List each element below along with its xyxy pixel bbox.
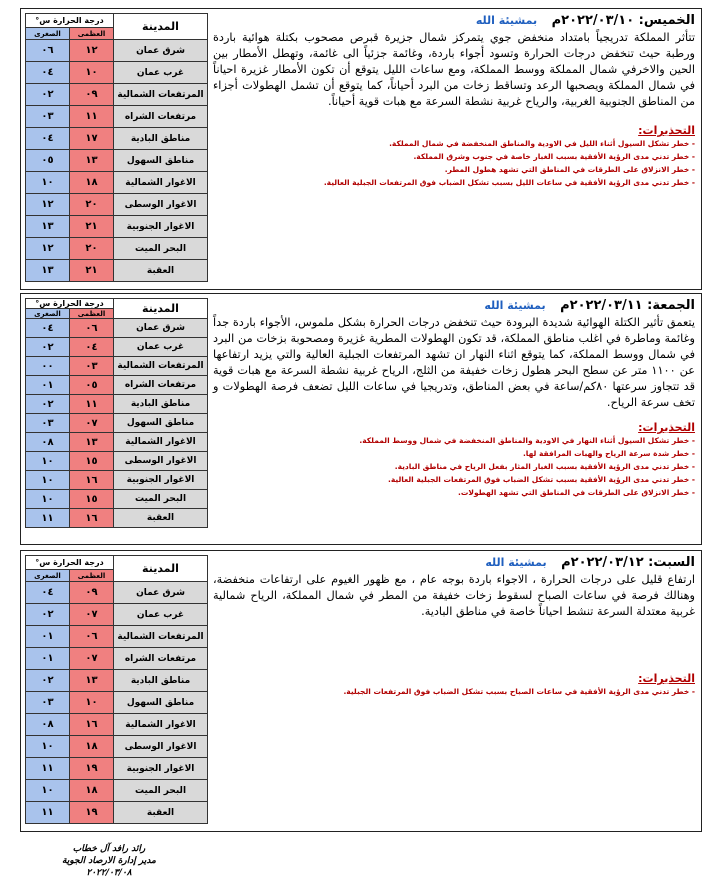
min-temp: ٠٤	[26, 62, 70, 84]
header-temp: درجة الحرارة س°	[26, 556, 114, 570]
table-row	[26, 714, 208, 736]
warning-item: - خطر تدني مدى الرؤية الأفقية بسبب الغبار خاصة في جنوب وشرق المملكة.	[413, 152, 695, 161]
header-max: العظمى	[70, 28, 114, 40]
city-name: مناطق البادية	[114, 670, 208, 692]
city-rows	[26, 582, 208, 824]
forecast-paragraph: ارتفاع قليل على درجات الحرارة ، الاجواء باردة بوجه عام ، مع ظهور الغيوم على ارتفاعات منخفضة، وهنالك فرصة في ساعات الصباح لسقوط زخات خفيفة من المطر في شمال المملكة، الرياح شمالية غربية معتدلة السرعة تنشط احياناً خاصة في مناطق البادية.	[213, 573, 695, 618]
max-temp: ١٣	[70, 150, 114, 172]
day-forecast-1	[20, 293, 702, 545]
min-temp: ٠٢	[26, 395, 70, 414]
min-temp: ٠٣	[26, 106, 70, 128]
min-temp: ٠٦	[26, 40, 70, 62]
warning-item: - خطر الانزلاق على الطرقات في المناطق التي تشهد هطول المطر.	[444, 165, 695, 174]
table-row	[26, 626, 208, 648]
header-min: الصغرى	[26, 570, 70, 582]
header-city: المدينة	[114, 556, 208, 582]
min-temp: ١١	[26, 509, 70, 528]
table-row	[26, 452, 208, 471]
max-temp: ١٠	[70, 692, 114, 714]
min-temp: ١٠	[26, 172, 70, 194]
day-heading	[213, 13, 695, 28]
temperature-table	[25, 13, 208, 282]
min-temp: ١٢	[26, 194, 70, 216]
city-name: الاغوار الوسطى	[114, 452, 208, 471]
city-name: مناطق السهول	[114, 692, 208, 714]
city-name: العقبة	[114, 260, 208, 282]
city-name: البحر الميت	[114, 490, 208, 509]
min-temp: ٠٣	[26, 692, 70, 714]
table-row	[26, 490, 208, 509]
min-temp: ٠٤	[26, 128, 70, 150]
city-name: مناطق السهول	[114, 150, 208, 172]
max-temp: ١٥	[70, 490, 114, 509]
max-temp: ١٨	[70, 736, 114, 758]
warning-item: - خطر الانزلاق على الطرقات في المناطق التي تشهد الهطولات.	[457, 488, 695, 497]
city-name: العقبة	[114, 509, 208, 528]
max-temp: ١٥	[70, 452, 114, 471]
min-temp: ١٢	[26, 238, 70, 260]
max-temp: ٢١	[70, 260, 114, 282]
max-temp: ١٩	[70, 802, 114, 824]
header-city: المدينة	[114, 299, 208, 319]
warning-list	[213, 137, 695, 189]
max-temp: ٠٩	[70, 84, 114, 106]
max-temp: ٠٦	[70, 626, 114, 648]
max-temp: ٠٧	[70, 604, 114, 626]
temperature-table	[25, 555, 208, 824]
warnings-title: التحذيرات:	[638, 672, 695, 685]
table-row	[26, 376, 208, 395]
city-name: الاغوار الشمالية	[114, 714, 208, 736]
min-temp: ١٠	[26, 452, 70, 471]
max-temp: ١٣	[70, 433, 114, 452]
city-name: مناطق البادية	[114, 128, 208, 150]
day-title: السبت: ٢٠٢٢/٠٣/١٢م	[561, 555, 695, 570]
city-name: شرق عمان	[114, 582, 208, 604]
header-temp: درجة الحرارة س°	[26, 299, 114, 309]
min-temp: ١٠	[26, 736, 70, 758]
table-row	[26, 172, 208, 194]
city-name: الاغوار الجنوبية	[114, 471, 208, 490]
table-row	[26, 84, 208, 106]
max-temp: ١٦	[70, 509, 114, 528]
forecast-paragraph: يتعمق تأثير الكتلة الهوائية شديدة البرودة حيث تنخفض درجات الحرارة بشكل ملموس، الأجواء باردة جداً وغائمة وماطرة في اغلب مناطق المملكة، قد تكون الهطولات المطرية غزيرة ومصحوبة بزخات من البرد في شمال ووسط المملكة، كما يتوقع اثناء النهار ان تشهد المرتفعات الجبلية العالية والتي يزيد ارتفاعها عن ١١٠٠ متر عن سطح البحر هطول زخات خفيفة من الثلج، الرياح غربية نشطة السرعة مع هبات قوية قد تتجاوز سرعتها ٨٠كم/ساعة في بعض المناطق، وتدريجيا في ساعات الليل تضعف فرصة الهطولات و تخف سرعة الرياح.	[213, 316, 695, 409]
city-name: الاغوار الجنوبية	[114, 758, 208, 780]
city-name: الاغوار الشمالية	[114, 172, 208, 194]
min-temp: ٠٨	[26, 714, 70, 736]
max-temp: ١٦	[70, 714, 114, 736]
min-temp: ٠١	[26, 376, 70, 395]
city-name: غرب عمان	[114, 338, 208, 357]
header-min: الصغرى	[26, 28, 70, 40]
city-name: المرتفعات الشمالية	[114, 626, 208, 648]
max-temp: ١٨	[70, 780, 114, 802]
table-row	[26, 736, 208, 758]
forecast-text-block	[213, 11, 695, 189]
max-temp: ١٩	[70, 758, 114, 780]
max-temp: ٠٤	[70, 338, 114, 357]
min-temp: ٠١	[26, 626, 70, 648]
table-row	[26, 194, 208, 216]
city-name: شرق عمان	[114, 319, 208, 338]
max-temp: ١٧	[70, 128, 114, 150]
table-row	[26, 128, 208, 150]
city-name: مرتفعات الشراه	[114, 106, 208, 128]
max-temp: ٠٥	[70, 376, 114, 395]
max-temp: ٠٧	[70, 414, 114, 433]
city-name: مرتفعات الشراه	[114, 648, 208, 670]
table-row	[26, 395, 208, 414]
min-temp: ٠٤	[26, 319, 70, 338]
warning-item: - خطر تشكل السيول أثناء النهار في الاودية والمناطق المنخفضة في شمال ووسط المملكة.	[359, 436, 695, 445]
table-row	[26, 604, 208, 626]
header-temp: درجة الحرارة س°	[26, 14, 114, 28]
max-temp: ١٣	[70, 670, 114, 692]
table-row	[26, 433, 208, 452]
warning-list	[213, 685, 695, 698]
city-name: البحر الميت	[114, 238, 208, 260]
table-row	[26, 62, 208, 84]
forecast-text-block	[213, 296, 695, 499]
min-temp: ١١	[26, 802, 70, 824]
city-rows	[26, 319, 208, 528]
table-row	[26, 802, 208, 824]
min-temp: ١٣	[26, 216, 70, 238]
min-temp: ٠٥	[26, 150, 70, 172]
warnings-title: التحذيرات:	[638, 421, 695, 434]
signature-name: رائد رافد آل خطاب	[72, 844, 146, 854]
table-row	[26, 471, 208, 490]
city-name: الاغوار الجنوبية	[114, 216, 208, 238]
table-row	[26, 216, 208, 238]
day-forecast-2	[20, 550, 702, 832]
city-name: مناطق البادية	[114, 395, 208, 414]
max-temp: ١٢	[70, 40, 114, 62]
city-name: المرتفعات الشمالية	[114, 357, 208, 376]
max-temp: ٠٦	[70, 319, 114, 338]
table-row	[26, 150, 208, 172]
warning-item: - خطر تدني مدى الرؤية الأفقية في ساعات الليل بسبب تشكل الضباب فوق المرتفعات الجبلية العالية.	[323, 178, 695, 187]
city-name: الاغوار الشمالية	[114, 433, 208, 452]
day-title: الخميس: ٢٠٢٢/٠٣/١٠م	[551, 13, 695, 28]
min-temp: ١١	[26, 758, 70, 780]
city-name: غرب عمان	[114, 604, 208, 626]
min-temp: ١٣	[26, 260, 70, 282]
header-city: المدينة	[114, 14, 208, 40]
max-temp: ٢١	[70, 216, 114, 238]
warning-item: - خطر تدني مدى الرؤية الأفقية في ساعات الصباح بسبب تشكل الضباب فوق المرتفعات الجبلية.	[343, 687, 695, 696]
forecast-paragraph: تتأثر المملكة تدريجياً بامتداد منخفض جوي يتمركز شمال جزيرة قبرص مصحوب بكتلة هوائية باردة ورطبة حيث تنخفض درجات الحرارة وتسود أجواء باردة، وغائمة جزئياً الى غائمة، وتهطل الأمطار بين الحين والاخرفي شمال المملكة ووسط المملكة، ومع ساعات الليل يتوقع أن تكون الأمطار غزيرة احياناً في شمال المملكة ويصحبها الرعد وتساقط زخات من البرد أحياناً، كما يتوقع أن تشمل الهطولات أجزاء من المناطق الجنوبية الغربية، والرياح غربية نشطة السرعة مع هبات قوية أحياناً.	[213, 31, 695, 108]
max-temp: ١١	[70, 395, 114, 414]
max-temp: ١٦	[70, 471, 114, 490]
min-temp: ٠٢	[26, 670, 70, 692]
min-temp: ٠٠	[26, 357, 70, 376]
max-temp: ٠٩	[70, 582, 114, 604]
blessing: بمشيئة الله	[475, 14, 538, 27]
max-temp: ٠٧	[70, 648, 114, 670]
forecast-text-block	[213, 553, 695, 698]
city-name: الاغوار الوسطى	[114, 736, 208, 758]
max-temp: ١٨	[70, 172, 114, 194]
table-row	[26, 758, 208, 780]
signature-block	[44, 843, 174, 879]
header-min: الصغرى	[26, 309, 70, 319]
min-temp: ١٠	[26, 490, 70, 509]
day-title: الجمعة: ٢٠٢٢/٠٣/١١م	[560, 298, 695, 313]
table-row	[26, 40, 208, 62]
max-temp: ٠٣	[70, 357, 114, 376]
city-name: الاغوار الوسطى	[114, 194, 208, 216]
table-row	[26, 670, 208, 692]
table-row	[26, 582, 208, 604]
min-temp: ٠٣	[26, 414, 70, 433]
min-temp: ٠٨	[26, 433, 70, 452]
day-heading	[213, 555, 695, 570]
city-name: شرق عمان	[114, 40, 208, 62]
header-max: العظمى	[70, 309, 114, 319]
max-temp: ٢٠	[70, 238, 114, 260]
table-row	[26, 238, 208, 260]
day-forecast-0	[20, 8, 702, 290]
warning-item: - خطر تدني مدى الرؤية الأفقية بسبب تشكل الضباب فوق المرتفعات الجبلية العالية.	[388, 475, 695, 484]
header-max: العظمى	[70, 570, 114, 582]
day-heading	[213, 298, 695, 313]
city-name: مناطق السهول	[114, 414, 208, 433]
table-row	[26, 509, 208, 528]
warning-item: - خطر شدة سرعة الرياح والهبات المرافقة لها.	[522, 449, 695, 458]
warning-list	[213, 434, 695, 499]
warnings-title: التحذيرات:	[638, 124, 695, 137]
blessing: بمشيئة الله	[485, 556, 547, 569]
table-row	[26, 357, 208, 376]
city-name: مرتفعات الشراه	[114, 376, 208, 395]
city-name: المرتفعات الشمالية	[114, 84, 208, 106]
city-name: البحر الميت	[114, 780, 208, 802]
min-temp: ٠٢	[26, 84, 70, 106]
min-temp: ٠٢	[26, 338, 70, 357]
warning-item: - خطر تشكل السيول أثناء الليل في الاودية والمناطق المنخفضة في شمال المملكة.	[389, 139, 695, 148]
table-row	[26, 692, 208, 714]
min-temp: ٠٢	[26, 604, 70, 626]
table-row	[26, 338, 208, 357]
table-row	[26, 106, 208, 128]
min-temp: ٠١	[26, 648, 70, 670]
min-temp: ٠٤	[26, 582, 70, 604]
blessing: بمشيئة الله	[484, 299, 546, 312]
max-temp: ١١	[70, 106, 114, 128]
table-row	[26, 780, 208, 802]
min-temp: ١٠	[26, 471, 70, 490]
table-row	[26, 319, 208, 338]
signature-position: مدير إدارة الارصاد الجوية	[62, 856, 156, 866]
temperature-table	[25, 298, 208, 528]
max-temp: ١٠	[70, 62, 114, 84]
min-temp: ١٠	[26, 780, 70, 802]
max-temp: ٢٠	[70, 194, 114, 216]
warning-item: - خطر تدني مدى الرؤية الأفقية بسبب الغبار المثار بفعل الرياح في مناطق البادية.	[394, 462, 695, 471]
city-name: غرب عمان	[114, 62, 208, 84]
city-name: العقبة	[114, 802, 208, 824]
signature-date: ٢٠٢٢/٠٣/٠٨	[86, 868, 132, 878]
city-rows	[26, 40, 208, 282]
table-row	[26, 414, 208, 433]
table-row	[26, 648, 208, 670]
table-row	[26, 260, 208, 282]
